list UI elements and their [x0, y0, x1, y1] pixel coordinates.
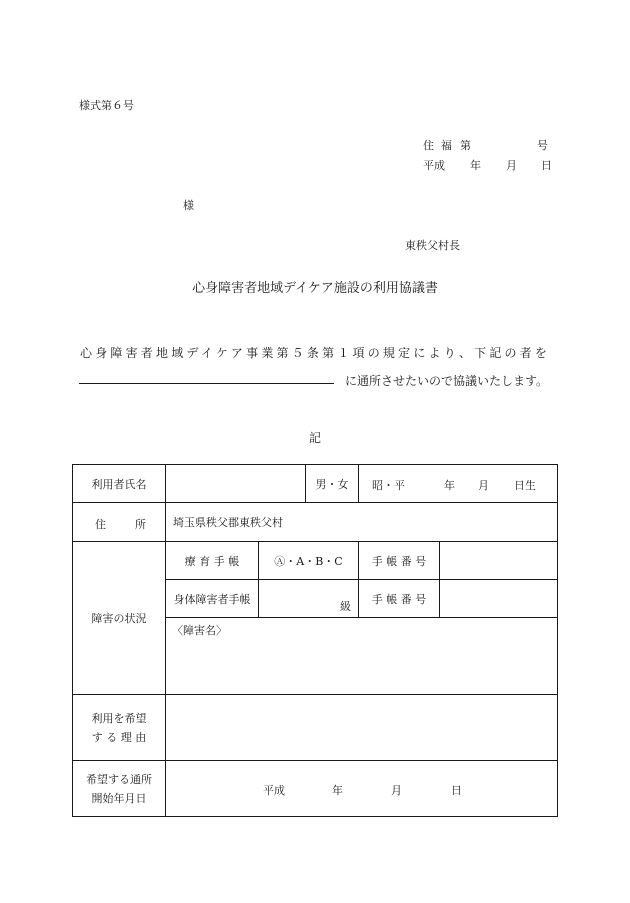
date-month: 月	[506, 159, 517, 172]
start-label-line2: 開始年月日	[91, 791, 147, 805]
shintai-label: 身体障害者手帳	[166, 580, 259, 618]
doc-no-prefix: 住	[423, 139, 434, 152]
row-reason	[73, 695, 558, 761]
row-start-date	[73, 761, 558, 817]
doc-no-label: 第	[460, 139, 471, 152]
disability-name-field[interactable]	[166, 618, 558, 695]
name-label: 利用者氏名	[73, 465, 166, 503]
birth-day: 日生	[514, 479, 536, 492]
gender-field[interactable]: 男・女	[306, 465, 359, 503]
date-era: 平成	[423, 159, 445, 172]
birth-year: 年	[444, 479, 455, 492]
address-label	[73, 503, 166, 542]
date-day: 日	[541, 159, 552, 172]
address-label-1: 住	[95, 518, 106, 531]
reason-label-line1: 利用を希望	[91, 711, 147, 725]
body-text-line2: に通所させたいので協議いたします。	[345, 374, 549, 388]
ryoiku-label: 療 育 手 帳	[166, 542, 259, 580]
doc-no-mid: 福	[441, 139, 452, 152]
addressee-suffix: 様	[183, 199, 194, 212]
doc-no-suffix: 号	[537, 139, 548, 152]
start-month: 月	[391, 784, 402, 797]
birth-month: 月	[478, 479, 489, 492]
ki-heading: 記	[308, 431, 321, 445]
facility-name-blank	[79, 383, 334, 384]
shintai-number-field[interactable]	[440, 580, 558, 618]
document-title: 心身障害者地域デイケア施設の利用協議書	[192, 281, 438, 296]
address-field[interactable]: 埼玉県秩父郡東秩父村	[166, 503, 558, 542]
address-label-2: 所	[135, 518, 146, 531]
reason-field[interactable]	[166, 695, 558, 761]
row-ryoiku	[73, 542, 558, 580]
shintai-grade-field[interactable]	[259, 580, 359, 618]
birthdate-field[interactable]	[359, 465, 558, 503]
start-date-field[interactable]	[166, 761, 558, 817]
row-user-name	[73, 465, 558, 503]
body-text-line1: 心身障害者地域デイケア事業第５条第１項の規定により、下記の者を	[80, 346, 551, 360]
shintai-number-label: 手 帳 番 号	[359, 580, 440, 618]
disability-label: 障害の状況	[73, 542, 166, 695]
birth-era: 昭・平	[372, 479, 405, 492]
start-date-label	[73, 761, 166, 817]
start-era: 平成	[263, 784, 285, 797]
reason-label	[73, 695, 166, 761]
ryoiku-number-label: 手 帳 番 号	[359, 542, 440, 580]
start-label-line1: 希望する通所	[86, 772, 152, 786]
date-year: 年	[470, 159, 481, 172]
issuer: 東秩父村長	[405, 239, 460, 252]
disability-name-label: 〈障害名〉	[172, 624, 227, 637]
ryoiku-number-field[interactable]	[440, 542, 558, 580]
reason-label-line2: す る 理 由	[91, 730, 147, 744]
row-address	[73, 503, 558, 542]
application-form-table	[72, 464, 558, 817]
ryoiku-grades[interactable]: Ⓐ・A・B・C	[259, 542, 359, 580]
form-number: 様式第６号	[79, 99, 134, 112]
start-year: 年	[332, 784, 343, 797]
name-field[interactable]	[166, 465, 306, 503]
kyu-label: 級	[340, 600, 351, 613]
start-day: 日	[451, 784, 462, 797]
